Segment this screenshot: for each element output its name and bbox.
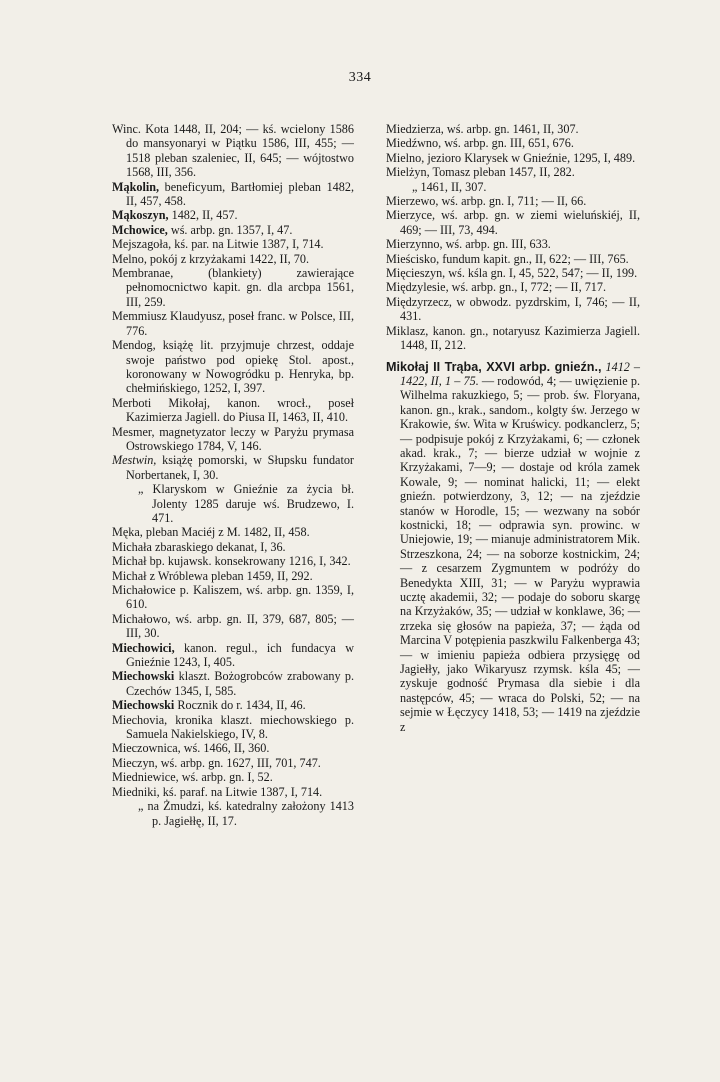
index-text: zbaraskiego dekanat, I, 36. (151, 539, 286, 554)
index-headword: Mąkoszyn, (112, 208, 169, 223)
index-entry (386, 136, 640, 150)
index-headword: Mielżyn, (386, 165, 430, 180)
index-headword: „ (138, 799, 144, 814)
index-text: wś. arbp. gn. 1357, I, 47. (167, 222, 293, 237)
index-entry (112, 396, 354, 425)
index-headword: Mierzewo, (386, 194, 439, 209)
index-text: p. Kaliszem, wś. arbp. gn. 1359, I, 610. (126, 583, 354, 612)
index-text: magnetyzator leczy w Paryżu prymasa Ostrowskiego 1784, V, 146. (126, 424, 354, 453)
index-text: kś. paraf. na Litwie 1387, I, 714. (159, 784, 323, 799)
index-entry (112, 540, 354, 554)
index-text: pleban Maciéj z M. 1482, II, 458. (142, 525, 310, 540)
index-text: kanon. gn., notaryusz Kazimierza Jagiell. 1448, II, 212. (400, 323, 640, 353)
index-text: pokój z krzyżakami 1422, II, 70. (146, 251, 309, 266)
index-entry (112, 669, 354, 698)
index-entry (112, 482, 354, 525)
index-text: klaszt. Bożogrobców zrabowany p. Czechów 1345, I, 585. (126, 669, 354, 698)
index-headword: Mierzynno, (386, 237, 443, 252)
index-headword: Mesmer, (112, 424, 155, 439)
page-number: 334 (348, 70, 372, 85)
index-headword: Michałowo, (112, 611, 171, 626)
index-text: (blankiety) zawierające pełnomocnictwo kapit. gn. dla arcbpa 1561, III, 259. (126, 266, 354, 309)
index-headword: Mchowice, (112, 222, 168, 237)
index-entry (386, 360, 640, 735)
index-headword: Mieścisko, (386, 251, 440, 266)
index-headword: Merboti Mikołaj, (112, 395, 211, 410)
index-text: wś. 1466, II, 360. (180, 741, 270, 756)
index-entry (112, 223, 354, 237)
index-headword: Melno, (112, 251, 147, 266)
index-text: kanon. wrocł., poseł Kazimierza Jagiell. do Piusa II, 1463, II, 410. (126, 395, 354, 425)
index-headword: Międzylesie, (386, 280, 449, 295)
index-text: książę pomorski, w Słupsku fundator Norbertanek, I, 30. (126, 453, 354, 482)
index-headword: Miedzierza, (386, 122, 444, 136)
index-headword: Michał (112, 554, 147, 569)
index-entry (112, 338, 354, 396)
index-headword: Mendog, (112, 338, 156, 353)
index-entry (386, 295, 640, 324)
index-text: fundum kapit. gn., II, 622; — III, 765. (439, 251, 629, 266)
index-entry (112, 208, 354, 222)
index-headword: Miechowici, (112, 640, 175, 655)
index-entry (386, 194, 640, 208)
index-entry (112, 180, 354, 209)
index-text: poseł franc. w Polsce, III, 776. (126, 309, 354, 338)
index-entry (112, 453, 354, 482)
index-entry (112, 741, 354, 755)
index-text: kanon. regul., ich fundacya w Gnieźnie 1243, I, 405. (126, 640, 354, 670)
index-headword: Miedniki, (112, 784, 160, 799)
index-entry (386, 208, 640, 237)
index-entry (112, 237, 354, 251)
index-entry (112, 122, 354, 180)
index-text: na Żmudzi, kś. katedralny założony 1413 p. Jagiełłę, II, 17. (143, 799, 354, 828)
index-entry (112, 266, 354, 309)
index-text: Klaryskom w Gnieźnie za życia bł. Jolenty 1285 daruje wś. Brudzewo, I. 471. (143, 482, 354, 525)
index-entry (112, 309, 354, 338)
index-headword: Mierzyce, (386, 208, 436, 223)
index-headword: Mikołaj II Trąba, XXVI arbp. gnieźn., (386, 359, 602, 374)
index-text: z Wróblewa pleban 1459, II, 292. (146, 568, 313, 583)
index-headword: Memmiusz Klaudyusz, (112, 309, 226, 324)
right-index-column (386, 122, 640, 734)
index-headword: Miklasz, (386, 323, 429, 338)
index-text: wś. arbp. gn. II, 379, 687, 805; — III, 30. (126, 611, 354, 641)
index-entry (112, 425, 354, 454)
index-text: w obwodz. pyzdrskim, I, 746; — II, 431. (400, 294, 640, 324)
index-text: — rodowód, 4; — uwięzienie p. Wilhelma rakuzkiego, 5; — prob. św. Floryana, kanon. gn., krak., sandom., kolgty św. Jerzego w Krakowie, św. Wita w Kruświcy. podkanclerz, 5; — podpisuje pokój z Krzyżakami, 6; — członek akad. krak., 7; — bierze udział w wojnie z Krzyżakami, 7—9; — dostaje od króla zamek Kowale, 9; — nominat halicki, 11; — elekt gnieźn. potwierdzony, 3, 12; — na zjeździe stanów w Horodle, 15; — wezwany na sobór kostnicki, 18; — odprawia syn. prowinc. w Uniejowie, 19; — mianuje administratorem Mik. Strzeszkona, 24; — na soborze kostnickim, 24; — z cesarzem Zygmuntem w podróży do Benedykta XIII, 31; — w Paryżu wyprawia ucztę akademii, 32; — podaje do soboru skargę na Krzyżaków, 35; — udział w konklawe, 36; — zrzeka się głosów na papieża, 37; — żąda od Marcina V potępienia paszkwilu Falkenberga 43; — w imieniu papieża odbiera przysięgę od Jagiełły, jako Wikaryusz rzymsk. kśla 45; — zyskuje godność Prymasa dla siebie i dla następców, 45; — wraca do Polski, 52; — na sejmie w Łęczycy 1418, 53; — 1419 na zjeździe z (400, 373, 641, 734)
index-entry (112, 785, 354, 799)
index-text: wś. arbp. gn. 1627, III, 701, 747. (157, 755, 321, 770)
index-text: wś. kśla gn. I, 45, 522, 547; — II, 199. (445, 266, 638, 281)
index-entry (112, 583, 354, 612)
index-entry (386, 266, 640, 280)
index-text: 1482, II, 457. (168, 208, 238, 223)
index-headword: Miedźwno, (386, 136, 442, 151)
index-entry (386, 165, 640, 179)
index-headword: Międzyrzecz, (386, 294, 452, 309)
index-headword: Michała (112, 539, 152, 554)
index-headword: Membranae, (112, 266, 174, 281)
index-headword: „ (412, 179, 418, 194)
index-entry (112, 554, 354, 568)
index-headword: Miechovia, (112, 712, 168, 727)
index-entry (386, 122, 640, 136)
left-index-column (112, 122, 354, 828)
index-text: wś. arbp. gn. 1461, II, 307. (443, 122, 579, 136)
index-text: Winc. Kota 1448, II, 204; — kś. wcielony 1586 do mansyonaryi w Piątku 1586, III, 455; — 1518 pleban szaleniec, II, 645; — wójtostwo 1568, III, 356. (112, 122, 354, 180)
index-entry (386, 252, 640, 266)
index-text: Tomasz pleban 1457, II, 282. (429, 165, 575, 180)
index-headword: Mejszagoła, (112, 237, 172, 252)
index-text: 1461, II, 307. (417, 179, 487, 194)
index-entry (112, 612, 354, 641)
index-entry (386, 151, 640, 165)
index-text: jezioro Klarysek w Gnieźnie, 1295, I, 489. (424, 150, 636, 165)
index-entry (112, 756, 354, 770)
index-entry (112, 770, 354, 784)
index-entry (112, 569, 354, 583)
index-entry (112, 641, 354, 670)
index-entry (112, 698, 354, 712)
index-entry (386, 324, 640, 353)
index-headword: Miechowski (112, 698, 175, 713)
index-text: wś. arbp. gn. w ziemi wieluńskiéj, II, 469; — III, 73, 494. (400, 208, 640, 237)
index-text: kronika klaszt. miechowskiego p. Samuela Nakielskiego, IV, 8. (126, 712, 354, 742)
index-headword: Męka, (112, 525, 143, 540)
index-headword: Michał (112, 568, 147, 583)
index-text: wś. arbp. gn. I, 52. (178, 770, 273, 785)
index-headword: Mestwin, (112, 453, 157, 468)
index-entry (112, 252, 354, 266)
index-headword: Mięcieszyn, (386, 266, 446, 281)
index-text: bp. kujawsk. konsekrowany 1216, I, 342. (146, 554, 351, 569)
index-headword: Miedniewice, (112, 770, 179, 785)
index-headword: Mielno, (386, 150, 425, 165)
index-entry (386, 180, 640, 194)
index-headword: „ (138, 482, 144, 497)
index-text: wś. arbp. gn., I, 772; — II, 717. (448, 280, 607, 295)
index-entry (386, 280, 640, 294)
index-headword: Miechowski (112, 669, 175, 684)
index-text: Rocznik do r. 1434, II, 46. (174, 698, 306, 713)
index-dates: 1412 – 1422, II, 1 – 75. (400, 359, 640, 388)
index-text: książę lit. przyjmuje chrzest, oddaje swoje państwo pod opiekę Stol. apost., koronowany w Nowogródku p. Henryka, bp. chełmińskiego, 1252, I, 397. (126, 338, 354, 396)
index-entry (112, 713, 354, 742)
index-headword: Mąkolin, (112, 179, 160, 194)
index-headword: Mieczownica, (112, 741, 181, 756)
index-text: wś. arbp. gn. I, 711; — II, 66. (438, 194, 587, 209)
index-entry (112, 525, 354, 539)
index-headword: Mieczyn, (112, 755, 158, 770)
index-text: beneficyum, Bartłomiej pleban 1482, II, 457, 458. (126, 179, 354, 209)
index-headword: Michałowice (112, 583, 176, 597)
index-entry (112, 799, 354, 828)
index-entry (386, 237, 640, 251)
index-text: kś. par. na Litwie 1387, I, 714. (171, 237, 324, 252)
index-text: wś. arbp. gn. III, 633. (442, 237, 551, 252)
index-text: wś. arbp. gn. III, 651, 676. (441, 136, 574, 151)
